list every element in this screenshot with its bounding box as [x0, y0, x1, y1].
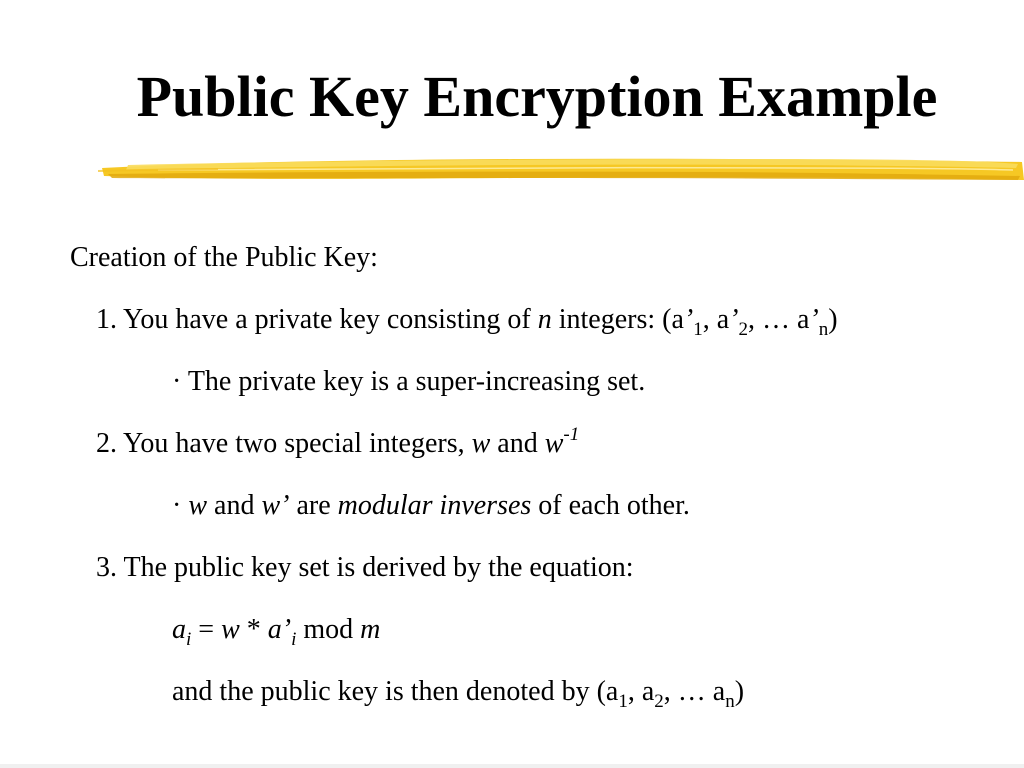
- prime-mark: ’: [683, 304, 694, 335]
- bullet-modular-inverses: [172, 489, 690, 523]
- mod-operator: mod: [296, 614, 361, 645]
- separator: , a: [702, 304, 730, 335]
- slide-title: Public Key Encryption Example: [136, 64, 938, 129]
- close-paren: ): [734, 676, 745, 707]
- var-a: a: [172, 614, 186, 645]
- bullet-rest: of each other.: [531, 490, 690, 521]
- subscript-2: 2: [654, 691, 664, 712]
- equals-sign: =: [191, 614, 222, 645]
- separator: , … a: [663, 676, 726, 707]
- final-prefix: and the public key is then denoted by (a: [172, 676, 619, 707]
- bottom-edge-bar: [0, 764, 1024, 768]
- equation: [172, 613, 381, 650]
- var-w: w: [188, 490, 208, 521]
- bullet-marker: ·: [172, 366, 188, 397]
- prime-mark: ’: [809, 304, 819, 335]
- title-underline-brush-stroke: [98, 150, 1024, 190]
- superscript-minus-one: -1: [563, 424, 580, 445]
- bullet-super-increasing: [172, 365, 645, 399]
- subscript-n: n: [725, 691, 735, 712]
- var-w: w: [221, 614, 240, 645]
- subscript-1: 1: [693, 319, 703, 340]
- modular-inverses-term: modular inverses: [337, 490, 532, 521]
- prime-mark: ’: [729, 304, 739, 335]
- bullet-marker: ·: [172, 490, 189, 521]
- var-a-prime: a’: [267, 614, 292, 645]
- and-text: and: [207, 490, 262, 521]
- step-1-private-key: [96, 303, 838, 340]
- step-3-public-key-set: 3. The public key set is derived by the equation:: [96, 552, 634, 583]
- separator: , a: [627, 676, 655, 707]
- step-1-prefix: 1. You have a private key consisting of: [96, 304, 538, 335]
- var-w: w: [471, 428, 491, 459]
- var-w-inverse: w: [544, 428, 564, 459]
- close-paren: ): [828, 304, 838, 335]
- subscript-2: 2: [738, 319, 748, 340]
- are-text: are: [289, 490, 338, 521]
- subscript-i: i: [186, 629, 192, 650]
- subscript-1: 1: [618, 691, 628, 712]
- bullet-text: The private key is a super-increasing set.: [187, 366, 646, 397]
- multiply-sign: *: [239, 614, 268, 645]
- var-n: n: [537, 304, 552, 335]
- subscript-i: i: [291, 629, 297, 650]
- and-text: and: [490, 428, 545, 459]
- step-1-middle: integers: (a: [551, 304, 684, 335]
- heading-creation-of-public-key: Creation of the Public Key:: [70, 242, 378, 273]
- var-m: m: [360, 614, 381, 645]
- var-w-prime: w’: [261, 490, 290, 521]
- step-2-prefix: 2. You have two special integers,: [96, 428, 472, 459]
- public-key-denotation: [172, 675, 745, 712]
- step-2-special-integers: [96, 424, 580, 461]
- subscript-n: n: [818, 319, 829, 340]
- separator: , … a: [747, 304, 810, 335]
